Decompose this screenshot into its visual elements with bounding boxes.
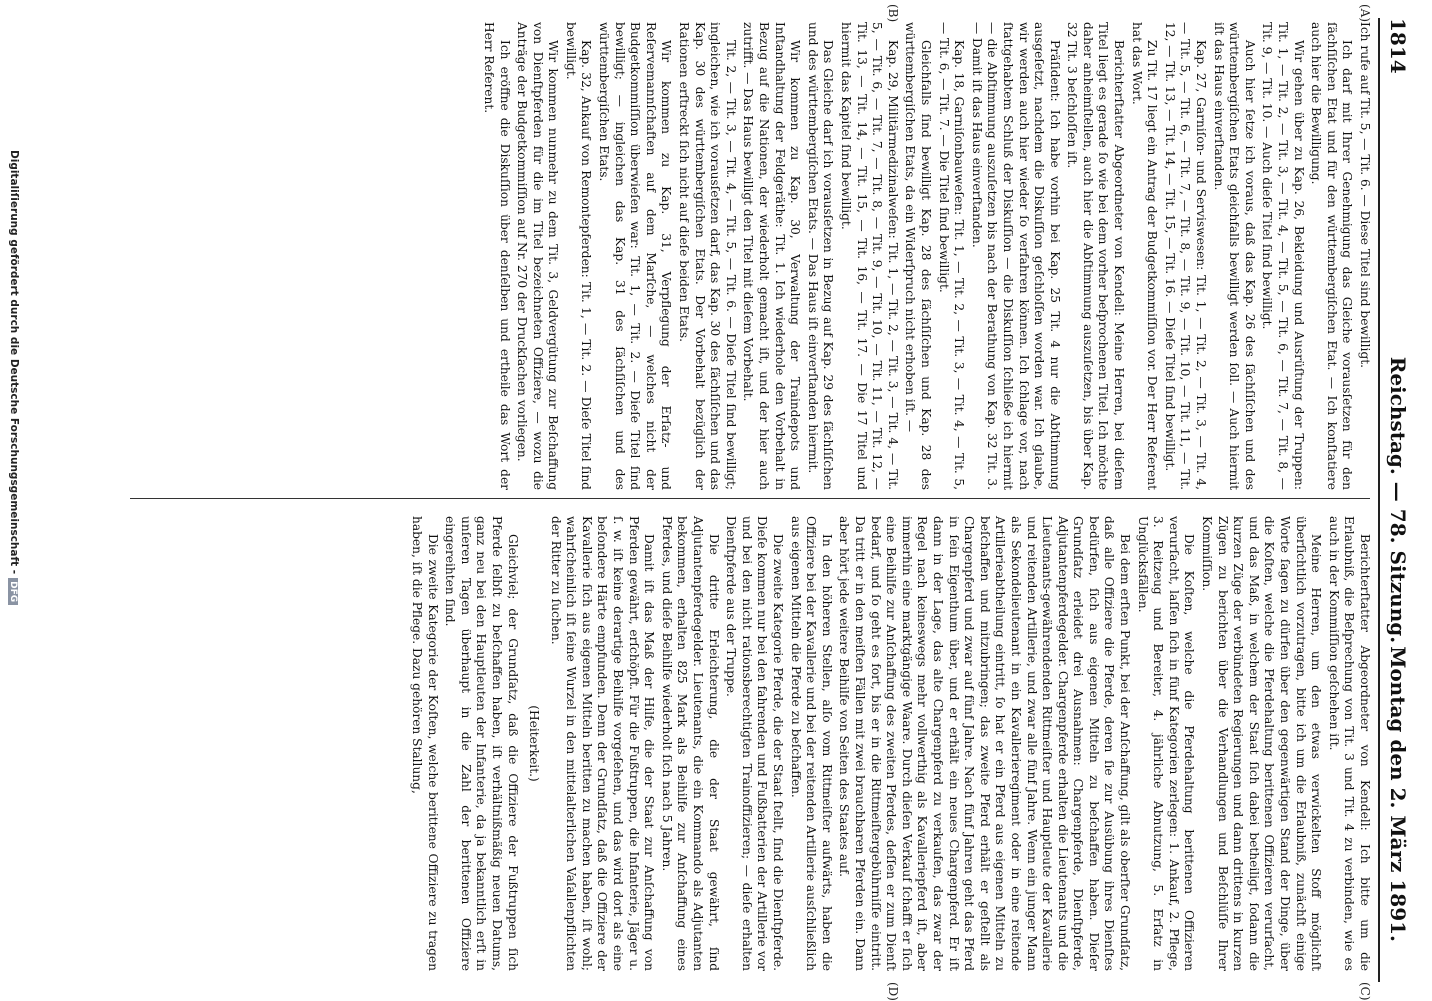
session-title: Reichstag. — 78. Sitzung. [1386,356,1410,644]
paragraph: Die dritte Erleichterung, die der Staat gewährt, ſind Adjutantenpferdegelder. Lieutenants, die ein Kommando als Adjutanten bekommen, erhalten 825 Mark als Beihilfe zur Anſchaffung eines Pferdes, und dieſe Beihilfe wiederholt ſich nach 5 Jahren. [659,516,721,971]
paragraph: Wir gehen über zu Kap. 26, Bekleidung und Ausrüſtung der Truppen: Tit. 1, — Tit. 2, — Tit. 3, — Tit. 4, — Tit. 5, — Tit. 6, — Tit. 7, — Tit. 8, — Tit. 9, — Tit. 10. — Auch dieſe Titel ſind bewilligt. [1260,22,1306,490]
right-column [406,516,1372,971]
paragraph: Ich eröffne die Diskuſſion über denſelben und ertheile das Wort der Herr Referent. [481,22,512,490]
session-date: Montag den 2. März 1891. [1386,646,1410,942]
page-header [1378,18,1418,982]
paragraph: Kap. 32, Ankauf von Remontepferden: Tit. 1, — Tit. 2. — Dieſe Titel ſind bewilligt. [563,22,594,490]
paragraph: Kap. 27, Garniſon- und Serviswesen: Tit. 1, — Tit. 2, — Tit. 3, — Tit. 4, — Tit. 5, — Tit. 6, — Tit. 7, — Tit. 8, — Tit. 9, — Tit. 10, — Tit. 11, — Tit. 12, — Tit. 13, — Tit. 14, — Tit. 15, — Tit. 16. — Dieſe Titel ſind bewilligt. [1162,22,1209,490]
margin-marker-b: (B) [886,4,900,23]
interjection: (Heiterkeit.) [527,705,542,782]
paragraph: In den höheren Stellen, alſo vom Rittmeiſter aufwärts, haben die Offiziere bei der Kavallerie und bei der reitenden Artillerie ausſchließlich aus eigenen Mitteln die Pferde zu beſchaffen. [788,516,834,971]
paragraph: Zu Tit. 17 liegt ein Antrag der Budgetkommiſſion vor. Der Herr Referent hat das Wort. [1129,22,1160,490]
paragraph: Präſident: Ich habe vorhin bei Kap. 25 Tit. 4 nur die Abſtimmung ausgeſetzt, nachdem die Diskuſſion geſchloſſen worden war. Ich glaube, wir werden auch hier wieder ſo verfahren können. Ich ſchlage vor, nach ſtattgehabtem Schluß der Diskuſſion — die Diskuſſion ſchließe ich hiermit — die Abſtimmung auszuſetzen bis nach der Berathung von Kap. 32 Tit. 3. — Damit iſt das Haus einverſtanden. [969,22,1062,490]
paragraph: Die zweite Kategorie Pferde, die der Staat ſtellt, ſind die Dienſtpferde. Dieſe kommen nur bei den fahrenden und Fußbatterien der Artillerie vor und bei den nicht rationsberechtigten Trainoffizieren; — dieſe erhalten Dienſtpferde aus der Truppe. [724,516,786,971]
paragraph: Meine Herren, um den etwas verwickelten Stoff möglichſt überſichtlich vorzutragen, bitte ich um die Erlaubniß, zunächſt einige Worte ſagen zu dürfen über den gegenwärtigen Stand der Dinge, über die Koſten, welche die Pferdehaltung berittenen Offizieren verurſacht, und das Maß, in welchem der Staat ſich dabei betheiligt, ſodann die kurzen Züge der verbündeten Regierungen und dann drittens in kurzen Zügen zu berichten über die Verhandlungen und Beſchlüſſe Ihrer Kommiſſion. [1200,516,1324,971]
paragraph: Berichterſtatter Abgeordneter von Kendell: Meine Herren, bei dieſem Titel liegt es gerade ſo wie bei dem vorher beſprochenen Titel. Ich möchte daher anheimſtellen, auch hier die Abſtimmung auszuſetzen, bis über Kap. 32 Tit. 3 beſchloſſen iſt. [1065,22,1127,490]
paragraph: Auch hier ſetze ich voraus, daß das Kap. 26 des ſächſiſchen und des württembergiſchen Etats gleichfalls bewilligt werden ſoll. — Auch hiermit iſt das Haus einverſtanden. [1211,22,1257,490]
header-rule [1378,18,1380,982]
left-column [478,22,1372,490]
margin-marker-d: (D) [886,982,900,1001]
credit-text: Digitaliſierung gefördert durch die Deutsche Forschungsgemeinschaft - [8,150,20,575]
paragraph: Gleichfalls ſind bewilligt Kap. 28 des ſächſiſchen und Kap. 28 des württembergiſchen Etats, da ein Widerſpruch nicht erhoben iſt. — [903,22,933,490]
paragraph: Damit iſt das Maß der Hilfe, die der Staat zur Anſchaffung von Pferden gewährt, erſchöpft. Für die Fußtruppen, die Infanterie, Jäger u. ſ. w. iſt keine derartige Beihilfe vorgeſehen, und das wird dort als eine beſondere Härte empfunden. Denn der Grundſatz, daß die Offiziere der Kavallerie ſich aus eigenen Mitteln beritten zu machen haben, iſt wohl; wahrſcheinlich iſt ſeine Wurzel in den mittelalterlichen Vaſallenpflichten der Ritter zu ſuchen. [548,516,657,971]
paragraph: Bei dem erſten Punkt, bei der Anſchaffung, gilt als oberſter Grundſatz, daß alle Offiziere die Pferde, deren ſie zur Ausübung ihres Dienſtes bedürfen, ſich aus eigenen Mitteln zu beſchaffen haben. Dieſer Grundſatz erleidet drei Ausnahmen: Chargenpferde, Dienſtpferde, Adjutantenpferdegelder. Chargenpferde erhalten die Lieutenants und die Lieutenants-gewährendenden Rittmeiſter und Hauptleute der Kavallerie und reitenden Artillerie, und zwar alle fünf Jahre. Wenn ein junger Mann als Sekondelieutenant in ein Kavallerieregiment oder in eine reitende Artillerieabtheilung eintritt, ſo hat er ein Pferd aus eigenen Mitteln zu beſchaffen und mitzubringen; das zweite Pferd erhält er geſtellt als Chargenpferd und zwar auf fünf Jahre. Nach fünf Jahren geht das Pferd in ſein Eigenthum über, und er erhält ein neues Chargenpferd. Er iſt dann in der Lage, das alte Chargenpferd zu verkaufen, das zwar der Regel nach keineswegs mehr vollwerthig als Kavalleriepferd iſt, aber immerhin eine marktgängige Waare. Durch dieſen Verkauf ſchafft er ſich eine Beihilfe zur Anſchaffung des zweiten Pferdes, deſſen er zum Dienſt bedarf, und ſo geht es fort, bis er in die Rittmeiſtergebührniſſe eintritt. Da tritt er in den meiſten Fällen mit zwei brauchbaren Pferden ein. Dann aber hört jede weitere Beihilfe von Seiten des Staates auf. [837,516,1133,971]
paragraph: Die Koſten, welche die Pferdehaltung berittenen Offizieren verurſacht, laſſen ſich in fünf Kategorien zerlegen: 1. Ankauf, 2. Pflege, 3. Reitzeug und Bereiter, 4. jährliche Abnutzung, 5. Erſatz in Unglücksfällen. [1135,516,1197,971]
paragraph: Tit. 2, — Tit. 3, — Tit. 4, — Tit. 5, — Tit. 6. — Dieſe Titel ſind bewilligt; ingleichen, wie ich vorausſetzen darf, das Kap. 30 des ſächſiſchen und das Kap. 30 des württembergiſchen Etats. Der Vorbehalt bezüglich der Rationen erſtreckt ſich nicht auf dieſe beiden Etats. [677,22,738,490]
digitization-credit [2,150,20,982]
paragraph: Wir kommen nunmehr zu dem Tit. 3, Geldvergütung zur Beſchaffung von Dienſtpferden für die im Titel bezeichneten Offiziere, — wozu die Anträge der Budgetkommiſſion auf Nr. 270 der Druckſachen vorliegen. [515,22,561,490]
column-divider [130,498,1370,499]
paragraph: Die zweite Kategorie der Koſten, welche berittene Offiziere zu tragen haben, iſt die Pflege. Dazu gehören Stallung, [409,516,440,971]
paragraph: Berichterſtatter Abgeordneter von Kendell: Ich bitte um die Erlaubniß, die Beſprechung von Tit. 3 und Tit. 4 zu verbinden, wie es auch in der Kommiſſion geſchehen iſt. [1326,516,1372,971]
paragraph: Das Gleiche darf ich vorausſetzen in Bezug auf Kap. 29 des ſächſiſchen und des württembergiſchen Etats. — Das Haus iſt einverſtanden hiermit. [805,22,836,490]
paragraph: Gleichviel; der Grundſatz, daß die Offiziere der Fußtruppen ſich Pferde ſelbſt zu beſchaffen haben, iſt verhältnißmäßig neuen Datums, ganz neu bei den Hauptleuten der Infanterie, da ja bekanntlich erſt in unſeren Tagen überhaupt in die Zahl der berittenen Offiziere eingereihten ſind. [443,516,520,971]
paragraph: Ich rufe auf Tit. 5, — Tit. 6. — Diese Titel sind bewilligt. [1358,22,1372,369]
paragraph: Kap. 29, Militärmedizinalweſen: Tit. 1, — Tit. 2, — Tit. 3, — Tit. 4, — Tit. 5, — Tit. 6, — Tit. 7, — Tit. 8, — Tit. 9, — Tit. 10, — Tit. 11, — Tit. 12, — Tit. 13, — Tit. 14, — Tit. 15, — Tit. 16, — Tit. 17. — Die 17 Titel und hiermit das Kapitel ſind bewilligt. [839,22,900,490]
margin-marker-a: (A) [1358,4,1372,23]
margin-marker-c: (C) [1358,982,1372,1001]
dfg-logo: DFG [8,578,18,605]
paragraph: Kap. 18, Garniſonbauweſen: Tit. 1, — Tit. 2, — Tit. 3, — Tit. 4, — Tit. 5, — Tit. 6, — Tit. 7. — Die Titel ſind bewilligt. [936,22,967,490]
paragraph: Wir kommen zu Kap. 30, Verwaltung der Traindepots und Inſtandhaltung der Feldgeräthe: Tit. 1. Ich wiederhole den Vorbehalt in Bezug auf die Nationen, der wiederholt gemacht iſt, und der hier auch zutrifft. — Das Haus bewilligt den Titel mit dieſem Vorbehalt. [741,22,803,490]
paragraph: Wir kommen zu Kap. 31, Verpflegung der Erſatz- und Reſervemannſchaften auf dem Marſche, — welches nicht der Budgetkommiſſion überwieſen war: Tit. 1, — Tit. 2. — Dieſe Titel ſind bewilligt; — ingleichen das Kap. 31 des ſächſiſchen und des württembergiſchen Etats. [597,22,674,490]
paragraph: Ich darf mit Ihrer Genehmigung das Gleiche vorausſetzen für den ſächſiſchen Etat und für den württembergiſchen Etat. — Ich konſtatiere auch hier die Bewilligung. [1309,22,1355,490]
page-number: 1814 [1386,18,1410,74]
